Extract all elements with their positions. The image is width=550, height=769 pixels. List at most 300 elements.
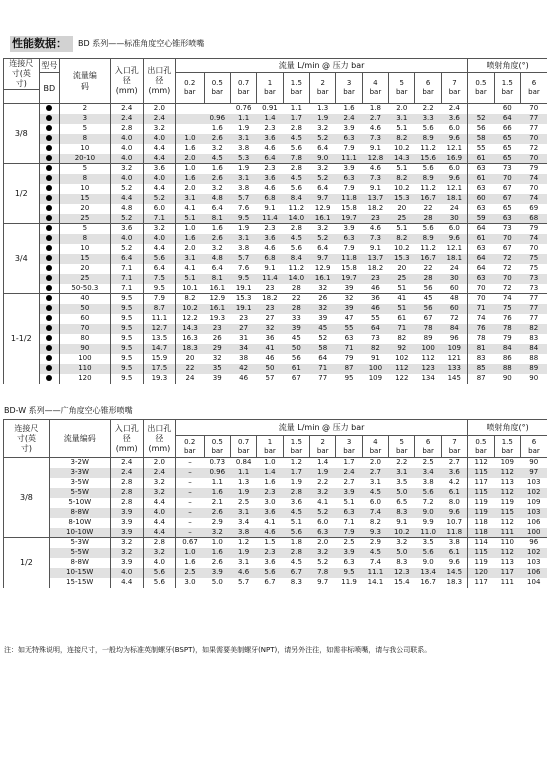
flow-cell: 14.1 (367, 578, 384, 586)
angle-cell: 117 (468, 478, 494, 488)
bullet-icon (46, 105, 52, 111)
pressure-unit: bar (316, 88, 329, 96)
bd-w-series-table (3, 419, 547, 588)
flow-cell: 61 (283, 364, 309, 374)
flow-cell: 6.5 (396, 498, 408, 506)
flow-cell: 16.1 (310, 214, 336, 224)
flow-cell: 5.3 (230, 154, 256, 164)
flow-cell: 1.6 (175, 558, 204, 568)
flow-cell: 8.2 (175, 294, 204, 304)
conn-size-cell: 1/2 (4, 164, 40, 224)
flow-cell: 28 (415, 214, 441, 224)
flow-cell: 4.1 (264, 518, 276, 526)
flow-cell: – (175, 508, 204, 518)
flow-cell: 39 (318, 314, 328, 322)
outlet-cell: 4.4 (143, 244, 175, 254)
flow-cell: 109 (368, 374, 383, 382)
flow-code-cell: 40 (60, 294, 110, 304)
pressure-value: 1.5 (501, 437, 513, 446)
flow-cell: 11.2 (420, 184, 436, 192)
pressure-value: 3 (346, 79, 352, 87)
pressure-header (336, 436, 362, 458)
angle-cell: 115 (468, 488, 494, 498)
flow-cell: 11.8 (441, 528, 467, 538)
pressure-unit: bar (395, 88, 408, 96)
table-row (4, 124, 548, 134)
angle-cell: 77 (520, 294, 547, 304)
table-row (4, 194, 548, 204)
angle-cell: 65 (502, 204, 512, 212)
flow-cell: 1.2 (230, 538, 256, 548)
flow-code-cell: 8 (60, 174, 110, 184)
pressure-value: 1 (267, 79, 273, 87)
flow-cell: 6.4 (211, 264, 223, 272)
pressure-header (283, 436, 309, 458)
flow-cell: 3.0 (264, 498, 276, 506)
flow-cell: 1.1 (211, 478, 223, 486)
flow-cell: 5.1 (389, 164, 415, 174)
flow-cell: 1.2 (283, 458, 309, 468)
angle-cell: 77 (520, 304, 547, 314)
angle-cell: 70 (520, 154, 547, 164)
flow-cell: 14.3 (389, 154, 415, 164)
pressure-header (415, 436, 441, 458)
outlet-cell: 15.9 (143, 354, 175, 364)
flow-cell: 2.8 (283, 164, 309, 174)
inlet-cell: 6.4 (110, 254, 143, 264)
flow-cell: 77 (318, 374, 328, 382)
flow-cell: 46 (239, 374, 249, 382)
pressure-header (230, 436, 256, 458)
outlet-cell: 4.0 (143, 508, 175, 518)
angle-cell: 82 (520, 324, 547, 334)
flow-cell: 25 (389, 274, 415, 284)
flow-code-cell: 120 (60, 374, 110, 384)
outlet-cell: 4.4 (143, 144, 175, 154)
inlet-cell: 9.5 (110, 364, 143, 374)
flow-cell: 5.6 (415, 548, 441, 558)
pressure-unit: bar (183, 446, 196, 455)
angle-cell: 109 (494, 458, 520, 468)
flow-cell: 2.6 (204, 234, 230, 244)
angle-cell: 58 (468, 134, 494, 144)
flow-cell: 4.6 (230, 568, 256, 578)
flow-cell: 58 (310, 344, 336, 354)
flow-cell: 5.1 (389, 224, 415, 234)
angle-cell: 97 (520, 468, 547, 478)
flow-code-header: 流量编码 (60, 59, 110, 104)
flow-cell: 56 (423, 283, 433, 292)
outlet-cell: 19.3 (143, 374, 175, 384)
flow-cell: 82 (397, 334, 407, 342)
flow-code-cell: 5-5W (49, 548, 110, 558)
flow-cell: 8.2 (389, 234, 415, 244)
flow-cell: 1.6 (336, 104, 362, 114)
flow-cell: 3.9 (336, 488, 362, 498)
bullet-icon (46, 155, 52, 161)
inlet-cell: 2.4 (110, 468, 143, 478)
flow-cell: 29 (204, 344, 230, 354)
flow-cell: 4.1 (175, 204, 204, 214)
inlet-cell: 9.5 (110, 334, 143, 344)
bullet-icon (46, 335, 52, 341)
flow-cell: 7.9 (336, 528, 362, 538)
pressure-header (441, 73, 467, 104)
angle-cell: 118 (468, 528, 494, 538)
model-dot-cell (39, 124, 60, 134)
model-dot-cell (39, 274, 60, 284)
angle-cell: 77 (529, 314, 539, 322)
pressure-header (175, 73, 204, 104)
flow-cell: 6.7 (264, 578, 276, 586)
flow-cell: 60 (441, 304, 467, 314)
inlet-cell: 2.8 (110, 478, 143, 488)
flow-code-cell: 10 (60, 244, 110, 254)
flow-cell: 12.9 (204, 294, 230, 304)
flow-cell: 3.6 (257, 508, 283, 518)
flow-cell: 8.3 (290, 578, 302, 586)
pressure-unit: bar (528, 88, 540, 96)
flow-cell: 10.7 (446, 518, 463, 526)
flow-cell: 7.3 (362, 174, 388, 184)
flow-cell: 8.1 (204, 274, 230, 284)
model-dot-cell (39, 134, 60, 144)
flow-cell: 12.9 (314, 264, 331, 272)
angle-cell: 61 (468, 154, 494, 164)
flow-cell: 6.8 (257, 194, 283, 204)
table2-caption: BD-W 系列——广角度空心锥形喷嘴 (4, 406, 133, 415)
flow-cell: 8.9 (415, 174, 441, 184)
flow-code-cell: 10-10W (49, 528, 110, 538)
flow-cell: 3.2 (310, 224, 336, 234)
pressure-unit: bar (343, 88, 355, 96)
flow-cell: 8.3 (389, 508, 415, 518)
flow-cell: 2.8 (283, 548, 309, 558)
table-row (4, 528, 548, 538)
flow-cell: 4.6 (264, 244, 276, 252)
angle-cell: 73 (494, 224, 520, 234)
flow-cell: 134 (421, 374, 435, 382)
flow-cell: 3.2 (211, 244, 223, 252)
angle-cell: 96 (520, 538, 547, 548)
flow-code-cell: 90 (60, 344, 110, 354)
flow-cell: 16.1 (209, 283, 226, 292)
flow-cell: 64 (318, 354, 328, 362)
bullet-icon (46, 375, 52, 381)
flow-cell: 7.3 (362, 234, 388, 244)
table-row (4, 488, 548, 498)
flow-cell: 71 (336, 344, 362, 354)
angle-cell: 119 (500, 498, 514, 506)
flow-cell: 6.4 (257, 154, 283, 164)
table-row (4, 224, 548, 234)
table-row (4, 568, 548, 578)
pressure-value: 1.5 (290, 437, 302, 446)
flow-cell: 63 (344, 334, 354, 342)
flow-cell: 3.2 (211, 144, 223, 152)
angle-cell: 66 (502, 124, 512, 132)
pressure-header (257, 73, 283, 104)
flow-cell: 1.0 (257, 458, 283, 468)
bullet-icon (46, 355, 52, 361)
model-dot-cell (39, 144, 60, 154)
outlet-cell: 3.2 (143, 224, 175, 234)
flow-cell: 9.3 (362, 528, 388, 538)
flow-cell: 55 (336, 324, 362, 334)
bullet-icon (46, 325, 52, 331)
flow-cell (204, 104, 230, 114)
bullet-icon (46, 175, 52, 181)
flow-cell: 32 (318, 283, 328, 292)
flow-cell: 2.2 (415, 104, 441, 114)
flow-code-cell: 3-3W (49, 468, 110, 478)
flow-cell: 7.8 (310, 568, 336, 578)
flow-cell: 11.1 (362, 568, 388, 578)
flow-cell: 22 (175, 364, 204, 374)
angle-cell: 73 (520, 274, 547, 284)
flow-cell: 18.2 (367, 264, 384, 272)
outlet-cell: 14.7 (143, 344, 175, 354)
flow-code-cell: 10-15W (49, 568, 110, 578)
flow-cell: 73 (370, 334, 380, 342)
angle-pressure-header (494, 436, 520, 458)
flow-cell: 2.3 (257, 164, 283, 174)
angle-cell: 90 (502, 374, 512, 382)
flow-cell: 3.1 (238, 558, 250, 566)
flow-cell: 9.0 (415, 508, 441, 518)
flow-cell: 7.9 (343, 184, 355, 192)
flow-cell: 3.1 (369, 478, 381, 486)
outlet-cell: 4.4 (143, 154, 175, 164)
angle-cell: 74 (468, 314, 494, 324)
flow-cell: 26 (212, 334, 222, 342)
angle-cell: 81 (468, 344, 494, 354)
flow-cell: 20 (175, 354, 204, 364)
flow-code-cell: 10 (60, 144, 110, 154)
flow-code-cell: 60 (60, 314, 110, 324)
model-dot-cell (39, 104, 60, 114)
flow-cell: 1.0 (204, 538, 230, 548)
outlet-cell: 17.5 (143, 364, 175, 374)
flow-cell: 2.0 (175, 154, 204, 164)
flow-cell: 45 (291, 334, 301, 342)
flow-cell: 38 (239, 354, 249, 362)
flow-cell: 12.1 (446, 144, 463, 152)
flow-cell: 10.2 (393, 184, 410, 192)
flow-cell: – (175, 458, 204, 468)
pressure-value: 0.2 (184, 437, 196, 446)
table-row (4, 508, 548, 518)
flow-cell: 30 (441, 274, 467, 284)
flow-cell: 51 (389, 304, 415, 314)
flow-cell: 0.96 (204, 114, 230, 124)
flow-cell: 5.7 (230, 194, 256, 204)
bullet-icon (46, 205, 52, 211)
bullet-icon (46, 305, 52, 311)
outlet-cell: 3.2 (143, 548, 175, 558)
flow-cell: 82 (362, 344, 388, 354)
inlet-cell: 3.9 (110, 558, 143, 568)
angle-cell: 73 (529, 283, 539, 292)
flow-cell: 27 (230, 324, 256, 334)
flow-cell: 39 (283, 324, 309, 334)
table-row (4, 538, 548, 548)
flow-cell: 6.4 (317, 244, 329, 252)
flow-cell: 4.5 (283, 134, 309, 144)
flow-cell: 23 (362, 214, 388, 224)
bullet-icon (46, 255, 52, 261)
angle-cell: 70 (529, 244, 539, 252)
flow-code-cell: 8 (60, 134, 110, 144)
angle-cell: 70 (494, 274, 520, 284)
angle-cell: 103 (527, 478, 541, 486)
angle-cell: 83 (468, 354, 494, 364)
outlet-cell: 5.6 (143, 568, 175, 578)
flow-code-cell: 25 (60, 214, 110, 224)
bullet-icon (46, 225, 52, 231)
pressure-header (362, 436, 388, 458)
section-title: 性能数据： (10, 36, 73, 52)
flow-cell: 10.2 (393, 144, 410, 152)
flow-cell: 9.5 (336, 568, 362, 578)
angle-cell: 79 (502, 334, 512, 342)
flow-cell: 3.6 (257, 134, 283, 144)
flow-cell: 1.6 (204, 224, 230, 234)
model-dot-cell (39, 214, 60, 224)
flow-code-cell: 50 (60, 304, 110, 314)
model-dot-cell (39, 284, 60, 294)
pressure-value: 6 (425, 437, 431, 446)
flow-code-header: 流量编码 (49, 420, 110, 458)
flow-cell: 6.3 (310, 528, 336, 538)
flow-cell: 67 (423, 314, 433, 322)
angle-cell: 74 (520, 234, 547, 244)
flow-cell: 3.2 (317, 124, 329, 132)
flow-cell: 1.6 (175, 144, 204, 154)
flow-cell: 3.3 (415, 114, 441, 124)
pressure-value: 0.5 (475, 437, 487, 446)
inlet-cell: 9.5 (110, 344, 143, 354)
inlet-cell: 2.4 (110, 114, 143, 124)
angle-pressure-header (520, 436, 547, 458)
flow-cell: 123 (415, 364, 441, 374)
flow-cell: 1.3 (238, 478, 250, 486)
flow-code-cell: 110 (60, 364, 110, 374)
bullet-icon (46, 275, 52, 281)
flow-cell: 4.2 (448, 478, 460, 486)
flow-cell: 14.0 (283, 274, 309, 284)
flow-cell: 6.3 (336, 508, 362, 518)
bullet-icon (46, 315, 52, 321)
flow-cell: 2.7 (362, 468, 388, 478)
angle-cell: 65 (494, 154, 520, 164)
table-row (4, 324, 548, 334)
flow-cell: 45 (310, 324, 336, 334)
flow-cell: 4.6 (257, 528, 283, 538)
flow-cell: 1.6 (204, 488, 230, 498)
angle-cell: 115 (494, 508, 520, 518)
flow-cell: 45 (415, 294, 441, 304)
model-dot-cell (39, 204, 60, 214)
conn-size-cell: 1/2 (4, 538, 50, 588)
angle-cell: 113 (500, 478, 514, 486)
angle-cell: 74 (520, 194, 547, 204)
flow-code-cell: 20 (60, 204, 110, 214)
angle-cell: 70 (520, 134, 547, 144)
flow-cell: 35 (204, 364, 230, 374)
flow-code-cell: 8-10W (49, 518, 110, 528)
angle-cell: 61 (468, 234, 494, 244)
flow-cell: 4.8 (204, 194, 230, 204)
outlet-cell: 7.9 (143, 294, 175, 304)
flow-cell: 0.73 (204, 458, 230, 468)
angle-cell: 56 (468, 124, 494, 134)
flow-cell: 3.9 (343, 124, 355, 132)
flow-cell: 5.0 (389, 488, 415, 498)
flow-code-cell: 5-5W (49, 488, 110, 498)
angle-cell: 70 (468, 294, 494, 304)
pressure-value: 6 (531, 437, 537, 446)
outlet-cell: 9.5 (143, 284, 175, 294)
inlet-cell: 4.4 (110, 578, 143, 588)
outlet-cell: 6.4 (143, 264, 175, 274)
model-dot-cell (39, 244, 60, 254)
flow-cell: 5.1 (175, 274, 204, 284)
angle-cell: 115 (468, 548, 494, 558)
flow-cell: 95 (344, 374, 354, 382)
inlet-cell: 5.2 (110, 214, 143, 224)
flow-cell: 1.1 (230, 468, 256, 478)
flow-cell: 4.6 (362, 164, 388, 174)
angle-cell: 114 (468, 538, 494, 548)
flow-cell: 18.1 (441, 194, 467, 204)
angle-cell: 84 (494, 344, 520, 354)
table-row (4, 498, 548, 508)
flow-cell: 2.1 (211, 498, 223, 506)
flow-cell: 64 (362, 324, 388, 334)
flow-cell: 5.6 (290, 184, 302, 192)
table-row (4, 144, 548, 154)
bullet-icon (46, 135, 52, 141)
flow-code-cell: 5-3W (49, 538, 110, 548)
pressure-header (389, 436, 415, 458)
flow-cell: 3.6 (257, 174, 283, 184)
angle-cell: 68 (520, 214, 547, 224)
bullet-icon (46, 265, 52, 271)
pressure-unit: bar (422, 88, 434, 96)
flow-cell: 1.9 (290, 478, 302, 486)
flow-cell: 1.0 (175, 134, 204, 144)
pressure-unit: bar (475, 446, 487, 455)
angle-cell: 112 (494, 548, 520, 558)
angle-cell: 72 (502, 283, 512, 292)
flow-cell: 22 (423, 204, 433, 212)
angle-cell: 109 (527, 498, 541, 506)
table-row (4, 304, 548, 314)
flow-cell: 48 (441, 294, 467, 304)
flow-cell: 2.3 (257, 488, 283, 498)
flow-cell: 23 (362, 274, 388, 284)
outlet-cell: 2.4 (143, 114, 175, 124)
outlet-cell: 4.4 (143, 498, 175, 508)
pressure-unit: bar (501, 446, 514, 455)
inlet-cell: 2.8 (110, 488, 143, 498)
pressure-value: 5 (399, 79, 404, 87)
flow-cell: 2.5 (175, 568, 204, 578)
flow-cell: 7.1 (343, 518, 355, 526)
flow-cell: 9.1 (264, 264, 276, 272)
flow-cell: 36 (362, 294, 388, 304)
